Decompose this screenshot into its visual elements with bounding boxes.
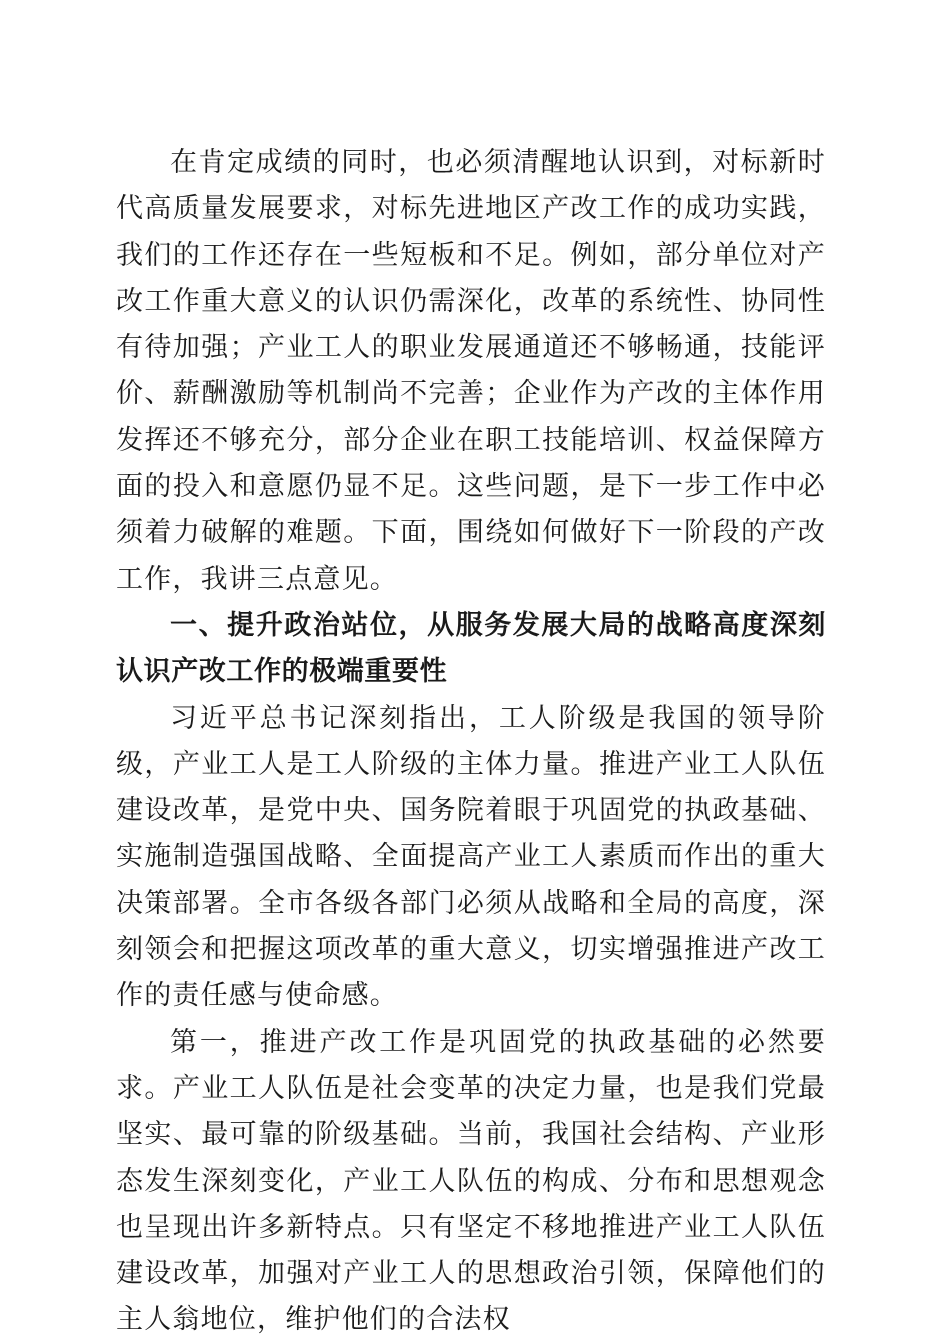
document-body (116, 140, 826, 1344)
paragraph-point-first: 第一，推进产改工作是巩固党的执政基础的必然要求。产业工人队伍是社会变革的决定力量，也是我们党最坚实、最可靠的阶级基础。当前，我国社会结构、产业形态发生深刻变化，产业工人队伍的构成、分布和思想观念也呈现出许多新特点。只有坚定不移地推进产业工人队伍建设改革，加强对产业工人的思想政治引领，保障他们的主人翁地位，维护他们的合法权 (116, 1026, 826, 1336)
paragraph-shortcomings: 在肯定成绩的同时，也必须清醒地认识到，对标新时代高质量发展要求，对标先进地区产改工作的成功实践，我们的工作还存在一些短板和不足。例如，部分单位对产改工作重大意义的认识仍需深化，改革的系统性、协同性有待加强；产业工人的职业发展通道还不够畅通，技能评价、薪酬激励等机制尚不完善；企业作为产改的主体作用发挥还不够充分，部分企业在职工技能培训、权益保障方面的投入和意愿仍显不足。这些问题，是下一步工作中必须着力破解的难题。下面，围绕如何做好下一阶段的产改工作，我讲三点意见。 (116, 147, 826, 595)
section-heading-one: 一、提升政治站位，从服务发展大局的战略高度深刻认识产改工作的极端重要性 (116, 609, 826, 688)
paragraph-xi-instruction: 习近平总书记深刻指出，工人阶级是我国的领导阶级，产业工人是工人阶级的主体力量。推进产业工人队伍建设改革，是党中央、国务院着眼于巩固党的执政基础、实施制造强国战略、全面提高产业工人素质而作出的重大决策部署。全市各级各部门必须从战略和全局的高度，深刻领会和把握这项改革的重大意义，切实增强推进产改工作的责任感与使命感。 (116, 702, 826, 1012)
